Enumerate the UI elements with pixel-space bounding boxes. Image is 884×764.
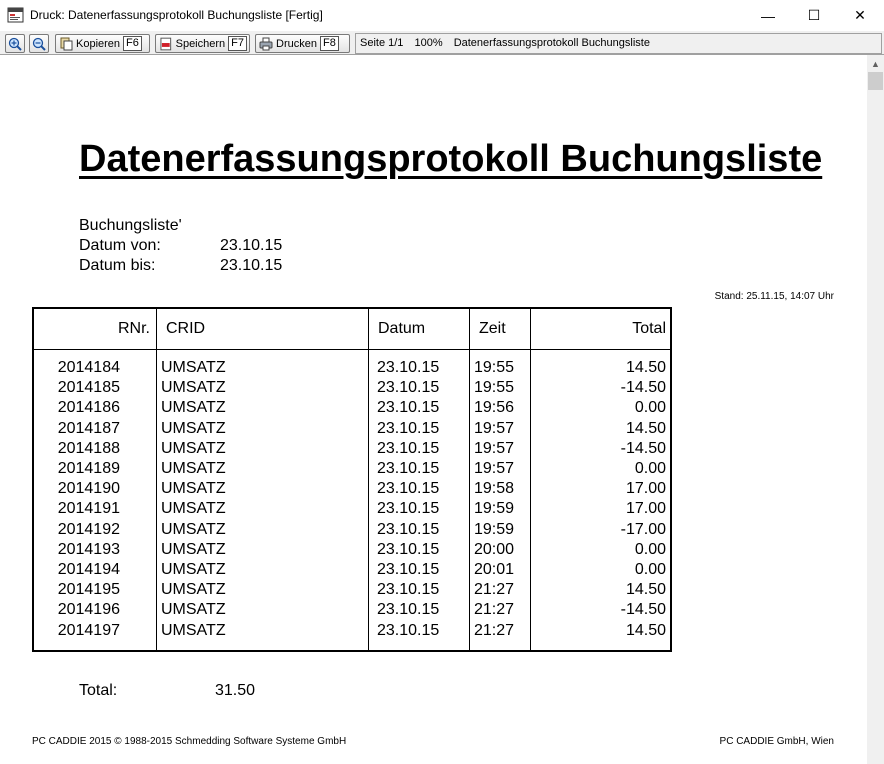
cell-zeit: 19:56 [474, 399, 515, 417]
cell-total: 14.50 [625, 621, 666, 639]
column-divider [530, 309, 531, 650]
cell-zeit: 19:58 [474, 480, 515, 498]
cell-crid: UMSATZ [161, 581, 226, 599]
copy-button[interactable] [55, 34, 150, 53]
cell-crid: UMSATZ [161, 601, 226, 619]
footer-copyright: PC CADDIE 2015 © 1988-2015 Schmedding Software Systeme GmbH [32, 736, 347, 747]
cell-total: 14.50 [625, 581, 666, 599]
save-button[interactable] [155, 34, 250, 53]
cell-zeit: 19:55 [474, 359, 515, 376]
cell-rnr: 2014189 [57, 460, 120, 477]
cell-total: 0.00 [634, 399, 666, 417]
cell-crid: UMSATZ [161, 419, 226, 437]
maximize-icon: ☐ [807, 7, 821, 23]
window-title: Druck: Datenerfassungsprotokoll Buchungsliste [Fertig] [30, 8, 323, 22]
cell-total: 17.00 [625, 500, 666, 518]
cell-zeit: 19:57 [474, 460, 515, 477]
stand-timestamp: Stand: 25.11.15, 14:07 Uhr [714, 291, 834, 302]
total-value: 31.50 [215, 682, 256, 699]
print-app-icon [7, 7, 24, 23]
column-header-datum: Datum [378, 320, 426, 337]
cell-zeit: 21:27 [474, 621, 515, 639]
cell-datum: 23.10.15 [377, 359, 440, 376]
cell-crid: UMSATZ [161, 621, 226, 639]
cell-datum: 23.10.15 [377, 581, 440, 599]
cell-total: 0.00 [634, 460, 666, 477]
column-header-zeit: Zeit [479, 320, 506, 337]
cell-zeit: 20:01 [474, 561, 515, 578]
cell-rnr: 2014197 [57, 621, 120, 639]
cell-crid: UMSATZ [161, 379, 226, 397]
cell-rnr: 2014194 [57, 561, 120, 578]
cell-rnr: 2014191 [57, 500, 120, 518]
column-divider [156, 309, 157, 650]
date-to-value: 23.10.15 [220, 257, 283, 274]
cell-rnr: 2014193 [57, 540, 120, 558]
copy-icon [59, 37, 73, 51]
cell-rnr: 2014196 [57, 601, 120, 619]
cell-crid: UMSATZ [161, 520, 226, 538]
column-header-crid: CRID [166, 320, 206, 337]
cell-datum: 23.10.15 [377, 480, 440, 498]
column-header-rnr: RNr. [118, 320, 150, 337]
pdf-save-icon [159, 37, 173, 51]
zoom-level: 100% [414, 37, 443, 49]
zoom-out-button[interactable] [29, 34, 49, 53]
page-indicator: Seite 1/1 [360, 37, 404, 49]
cell-crid: UMSATZ [161, 500, 226, 518]
cell-zeit: 21:27 [474, 601, 515, 619]
cell-rnr: 2014190 [57, 480, 120, 498]
cell-zeit: 19:57 [474, 419, 515, 437]
cell-rnr: 2014192 [57, 520, 120, 538]
cell-crid: UMSATZ [161, 439, 226, 457]
bookings-table [32, 307, 672, 652]
date-to-label: Datum bis: [79, 257, 156, 274]
cell-zeit: 21:27 [474, 581, 515, 599]
cell-zeit: 20:00 [474, 540, 515, 558]
cell-datum: 23.10.15 [377, 561, 440, 578]
save-label: Speichern [175, 37, 226, 50]
cell-datum: 23.10.15 [377, 500, 440, 518]
title-bar [0, 0, 884, 31]
print-shortcut: F8 [320, 36, 339, 51]
toolbar [0, 31, 884, 55]
date-from-label: Datum von: [79, 237, 161, 254]
cell-crid: UMSATZ [161, 359, 226, 376]
cell-zeit: 19:57 [474, 439, 515, 457]
cell-datum: 23.10.15 [377, 520, 440, 538]
cell-datum: 23.10.15 [377, 621, 440, 639]
report-subtitle: Buchungsliste' [79, 217, 182, 234]
cell-zeit: 19:59 [474, 500, 515, 518]
cell-total: -17.00 [620, 520, 666, 538]
maximize-button[interactable] [791, 0, 837, 31]
cell-crid: UMSATZ [161, 460, 226, 477]
cell-total: -14.50 [620, 601, 666, 619]
minimize-button[interactable] [745, 0, 791, 31]
cell-datum: 23.10.15 [377, 540, 440, 558]
cell-crid: UMSATZ [161, 480, 226, 498]
cell-zeit: 19:59 [474, 520, 515, 538]
cell-datum: 23.10.15 [377, 419, 440, 437]
report-title: Datenerfassungsprotokoll Buchungsliste [79, 138, 823, 180]
cell-total: -14.50 [620, 379, 666, 397]
cell-total: 14.50 [625, 419, 666, 437]
cell-rnr: 2014195 [57, 581, 120, 599]
close-icon: ✕ [854, 7, 866, 23]
cell-total: 14.50 [625, 359, 666, 376]
scroll-up-icon[interactable]: ▲ [871, 58, 880, 69]
zoom-in-icon [8, 37, 22, 51]
document-name: Datenerfassungsprotokoll Buchungsliste [453, 37, 650, 49]
print-label: Drucken [276, 37, 317, 50]
cell-rnr: 2014188 [57, 439, 120, 457]
cell-total: 0.00 [634, 561, 666, 578]
cell-crid: UMSATZ [161, 399, 226, 417]
scroll-thumb[interactable] [868, 72, 883, 90]
cell-total: -14.50 [620, 439, 666, 457]
cell-datum: 23.10.15 [377, 601, 440, 619]
cell-total: 17.00 [625, 480, 666, 498]
cell-crid: UMSATZ [161, 561, 226, 578]
print-button[interactable] [255, 34, 350, 53]
cell-rnr: 2014186 [57, 399, 120, 417]
total-label: Total: [79, 682, 118, 699]
cell-rnr: 2014184 [57, 359, 120, 376]
cell-datum: 23.10.15 [377, 460, 440, 477]
footer-company: PC CADDIE GmbH, Wien [719, 736, 834, 747]
date-from-value: 23.10.15 [220, 237, 283, 254]
cell-total: 0.00 [634, 540, 666, 558]
cell-datum: 23.10.15 [377, 439, 440, 457]
cell-crid: UMSATZ [161, 540, 226, 558]
status-box [355, 33, 882, 54]
cell-rnr: 2014185 [57, 379, 120, 397]
zoom-out-icon [32, 37, 46, 51]
cell-datum: 23.10.15 [377, 399, 440, 417]
column-divider [469, 309, 470, 650]
close-button[interactable] [837, 0, 883, 31]
copy-shortcut: F6 [123, 36, 142, 51]
column-header-total: Total [632, 320, 666, 337]
cell-zeit: 19:55 [474, 379, 515, 397]
vertical-scrollbar[interactable] [867, 55, 884, 764]
save-shortcut: F7 [228, 36, 247, 51]
printer-icon [259, 37, 273, 51]
copy-label: Kopieren [76, 37, 121, 50]
cell-datum: 23.10.15 [377, 379, 440, 397]
header-divider [34, 349, 670, 350]
cell-rnr: 2014187 [57, 419, 120, 437]
column-divider [368, 309, 369, 650]
minimize-icon: — [761, 7, 775, 24]
zoom-in-button[interactable] [5, 34, 25, 53]
